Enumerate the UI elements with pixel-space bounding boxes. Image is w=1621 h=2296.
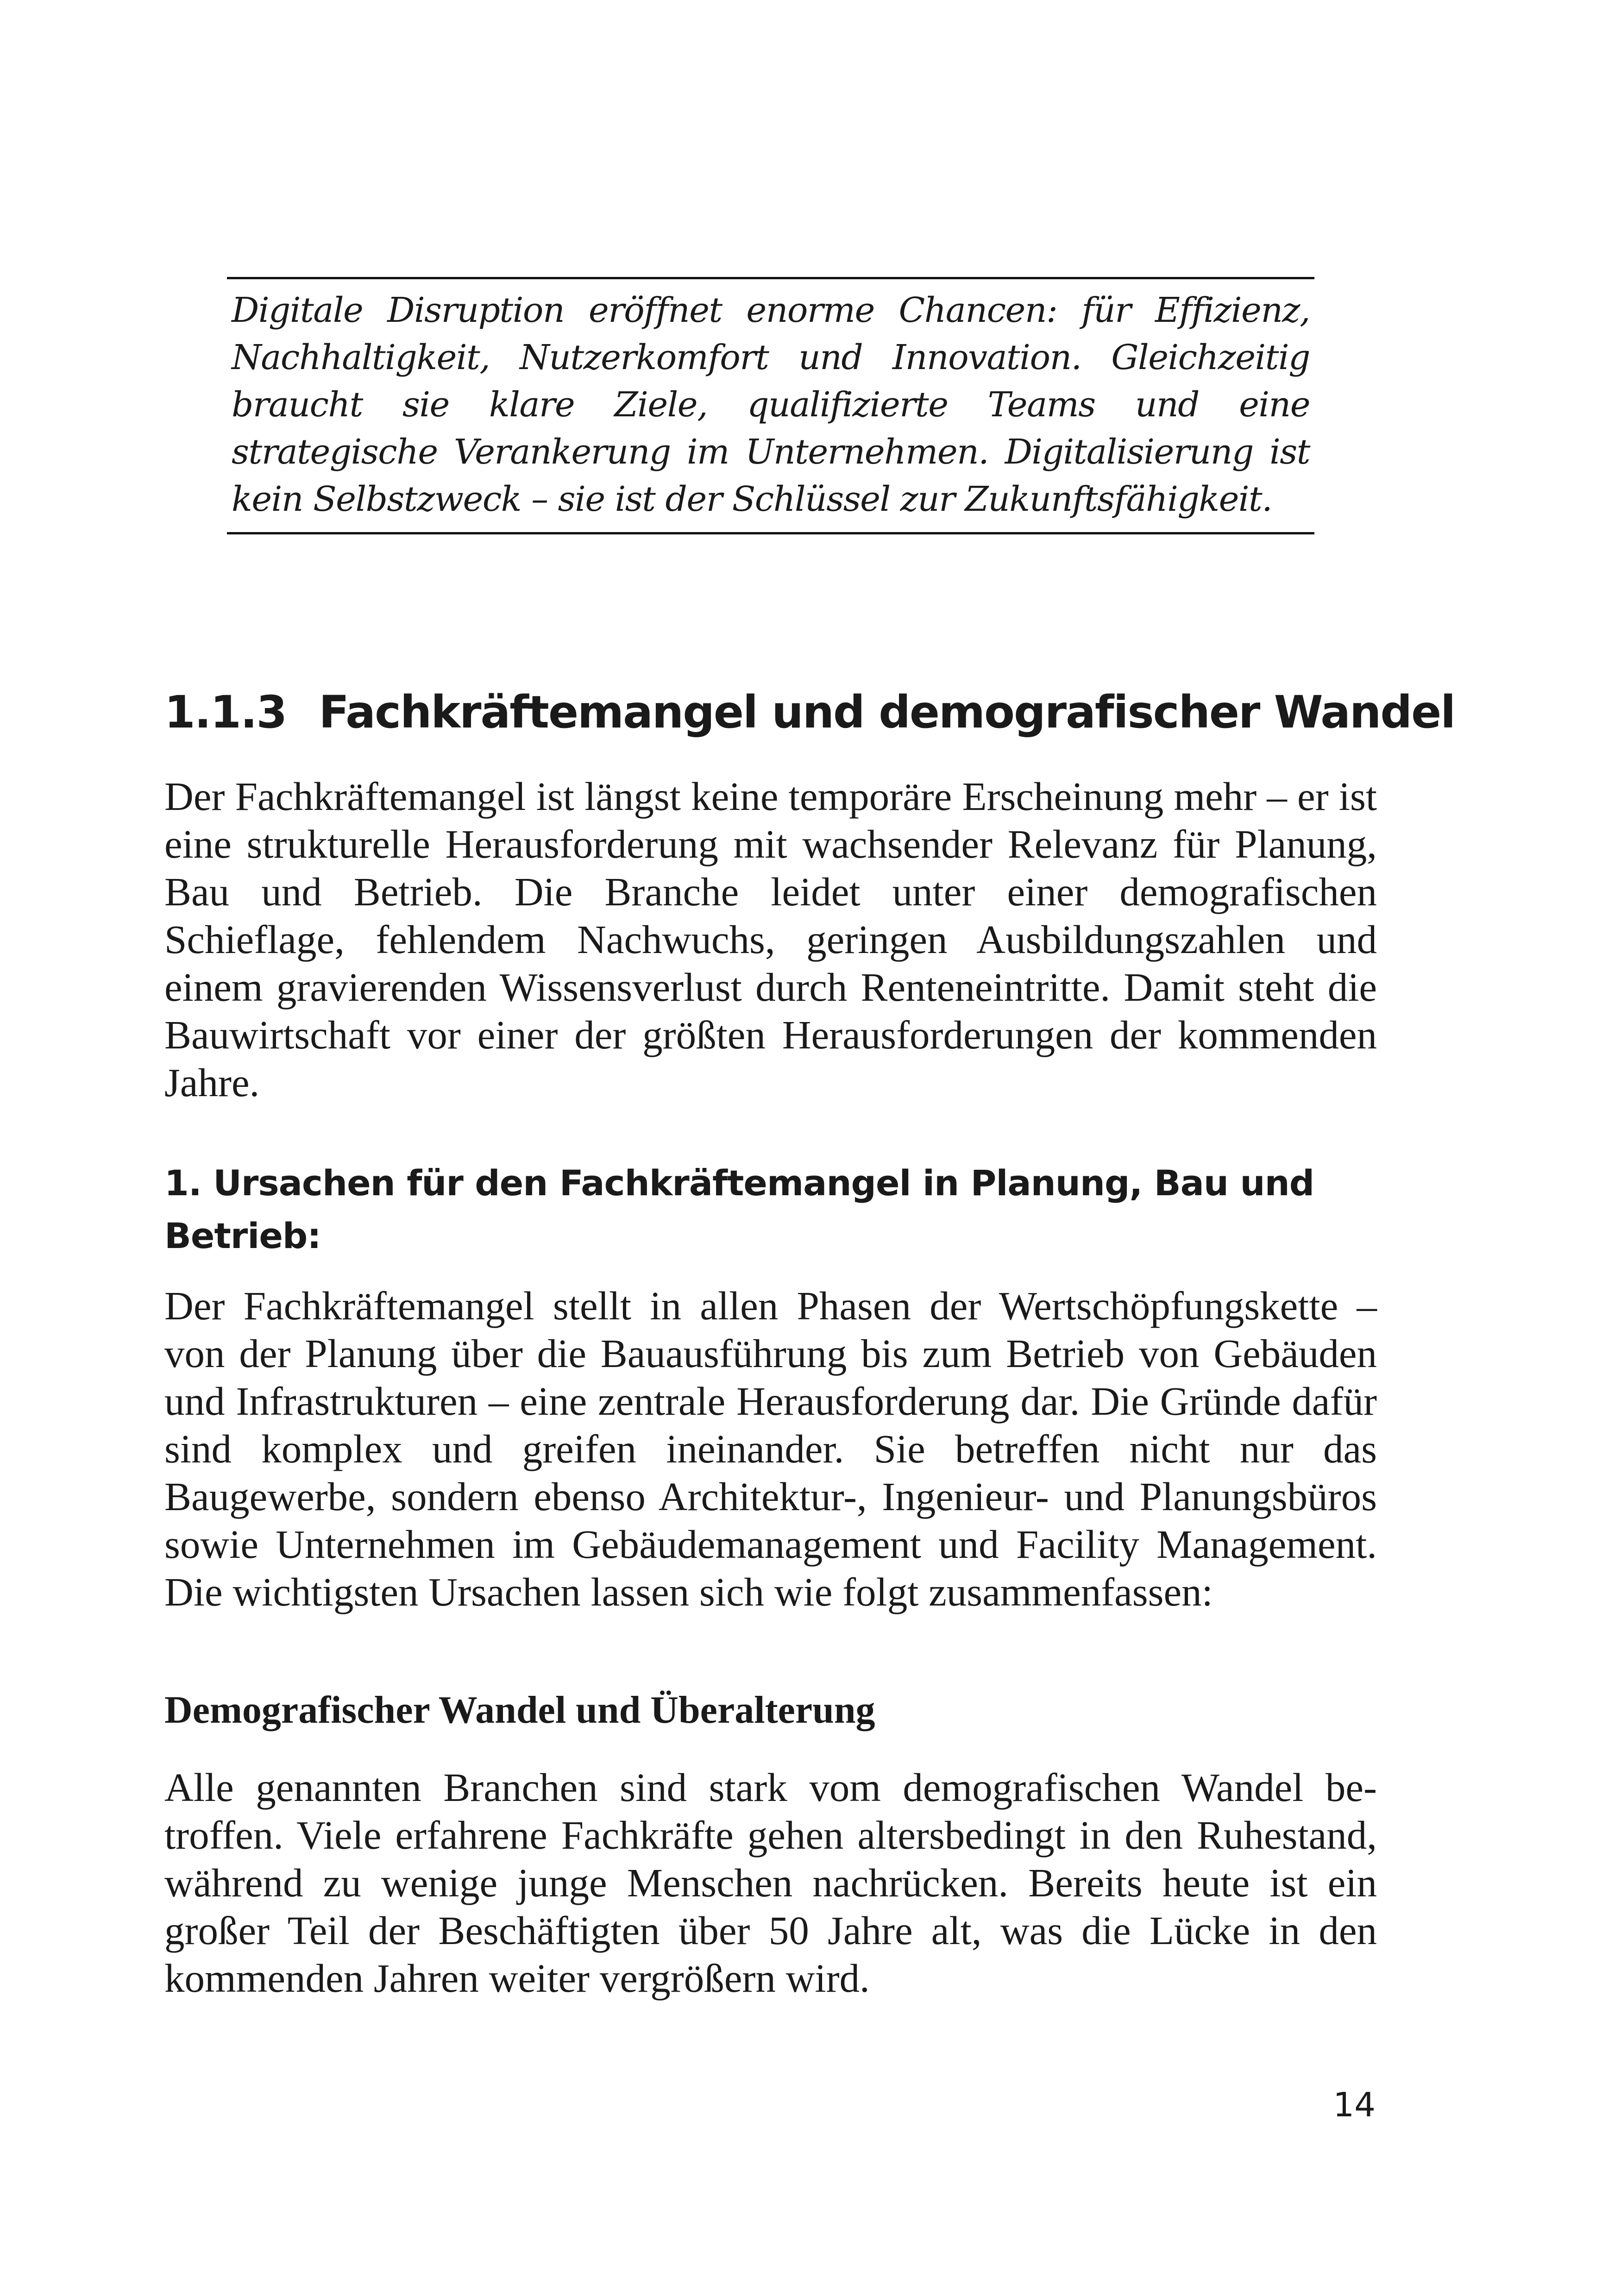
section-title: Fachkräftemangel und demografischer Wandel: [319, 686, 1455, 738]
quote-box: [227, 277, 1314, 534]
subsection-heading: 1. Ursachen für den Fachkräftemangel in Planung, Bau und Betrieb:: [164, 1162, 1314, 1256]
topic-heading: Demografischer Wandel und Überalterung: [164, 1688, 875, 1731]
quote-text: Digitale Disruption eröffnet enorme Chancen: für Effizienz, Nachhaltigkeit, Nutzerkomfort und Innovation. Gleichzeitig braucht sie klare Ziele, qualifizierte Teams und eine strategische Verankerung im Unternehmen. Digitalisierung ist kein Selbstzweck – sie ist der Schlüssel zur Zukunftsfähigkeit.: [232, 290, 1310, 519]
section-heading: [164, 684, 1455, 740]
topic-paragraph: Alle genannten Branchen sind stark vom demografischen Wandel betroffen. Viele erfahrene Fachkräfte gehen altersbedingt in den Ruhestand, während zu wenige junge Menschen nachrücken. Bereits heute ist ein großer Teil der Beschäftigten über 50 Jahre alt, was die Lücke in den kommenden Jahren weiter vergrößern wird.: [164, 1765, 1377, 2001]
section-intro-paragraph: Der Fachkräftemangel ist längst keine temporäre Erscheinung mehr – er ist eine strukturelle Herausforderung mit wachsender Relevanz für Planung, Bau und Betrieb. Die Branche leidet unter einer demografischen Schieflage, fehlendem Nachwuchs, geringen Ausbildungszahlen und einem gravierenden Wissensverlust durch Renteneintritte. Damit steht die Bauwirtschaft vor einer der größten Herausforderungen der kommenden Jahre.: [164, 774, 1377, 1105]
page-number: 14: [1333, 2085, 1376, 2124]
subsection-paragraph: Der Fachkräftemangel stellt in allen Phasen der Wertschöpfungskette – von der Planung über die Bauausführung bis zum Betrieb von Gebäuden und Infrastrukturen – eine zentrale Herausforderung dar. Die Gründe dafür sind komplex und greifen ineinander. Sie betreffen nicht nur das Baugewerbe, sondern ebenso Architektur-, Ingenieur- und Planungsbüros sowie Unternehmen im Gebäudemanagement und Facility Management. Die wichtigsten Ursachen lassen sich wie folgt zusammenfassen:: [164, 1283, 1377, 1614]
section-number: 1.1.3: [164, 686, 287, 738]
